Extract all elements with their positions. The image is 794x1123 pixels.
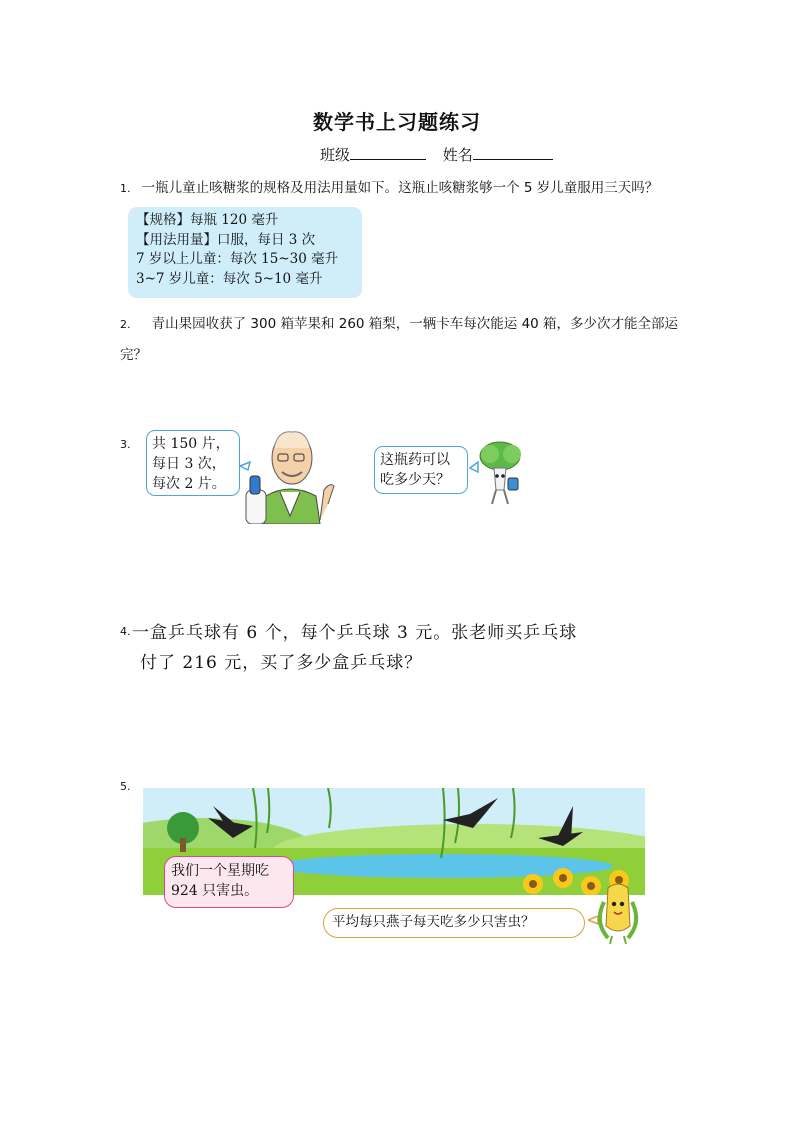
- name-label: 姓名: [442, 146, 473, 164]
- question-1: [120, 176, 658, 196]
- question-number: 3.: [120, 438, 131, 451]
- question-text-cont: 完？: [120, 347, 147, 363]
- speech-bubble-grandpa: [146, 430, 240, 496]
- question-text: 付了 216 元，买了多少盒乒乓球？: [140, 653, 423, 673]
- question-number: 4.: [120, 625, 131, 638]
- grandpa-figure-icon: [238, 424, 344, 524]
- bubble-line: 我们一个星期吃: [171, 863, 269, 879]
- speech-bubble-swallow: [164, 856, 294, 908]
- info-line: 【用法用量】口服，每日 3 次: [136, 231, 316, 248]
- speech-bubble-corn: 平均每只燕子每天吃多少只害虫？: [323, 908, 585, 938]
- bubble-line: 吃多少天？: [380, 472, 450, 488]
- bubble-line: 每日 3 次，: [152, 456, 226, 472]
- info-line: 7 岁以上儿童：每次 15~30 毫升: [136, 251, 339, 267]
- class-blank[interactable]: [350, 145, 426, 160]
- question-number: 1.: [120, 182, 131, 195]
- name-blank[interactable]: [473, 145, 553, 160]
- bubble-line: 共 150 片，: [152, 436, 230, 452]
- corn-character-icon: [588, 882, 644, 944]
- class-label: 班级: [320, 146, 351, 164]
- speech-bubble-cabbage: [374, 446, 468, 494]
- bubble-line: 这瓶药可以: [380, 452, 450, 468]
- info-line: 3~7 岁儿童：每次 5~10 毫升: [136, 270, 323, 287]
- question-4: [132, 618, 577, 678]
- student-info: [320, 144, 553, 165]
- bubble-line: 924 只害虫。: [171, 883, 259, 899]
- bubble-line: 每次 2 片。: [152, 476, 226, 492]
- question-text: 一盒乒乓球有 6 个，每个乒乓球 3 元。张老师买乒乓球: [132, 623, 578, 643]
- dosage-info-box: [128, 207, 362, 298]
- question-number: 2.: [120, 318, 131, 331]
- question-text: 青山果园收获了 300 箱苹果和 260 箱梨，一辆卡车每次能运 40 箱，多少次才能全部运: [151, 316, 679, 332]
- question-number: 5.: [120, 780, 131, 793]
- cabbage-character-icon: [466, 440, 534, 510]
- question-text: 一瓶儿童止咳糖浆的规格及用法用量如下。这瓶止咳糖浆够一个 5 岁儿童服用三天吗？: [141, 180, 659, 196]
- question-2: [120, 312, 678, 332]
- info-line: 【规格】每瓶 120 毫升: [136, 212, 279, 228]
- page-title: 数学书上习题练习: [313, 110, 481, 134]
